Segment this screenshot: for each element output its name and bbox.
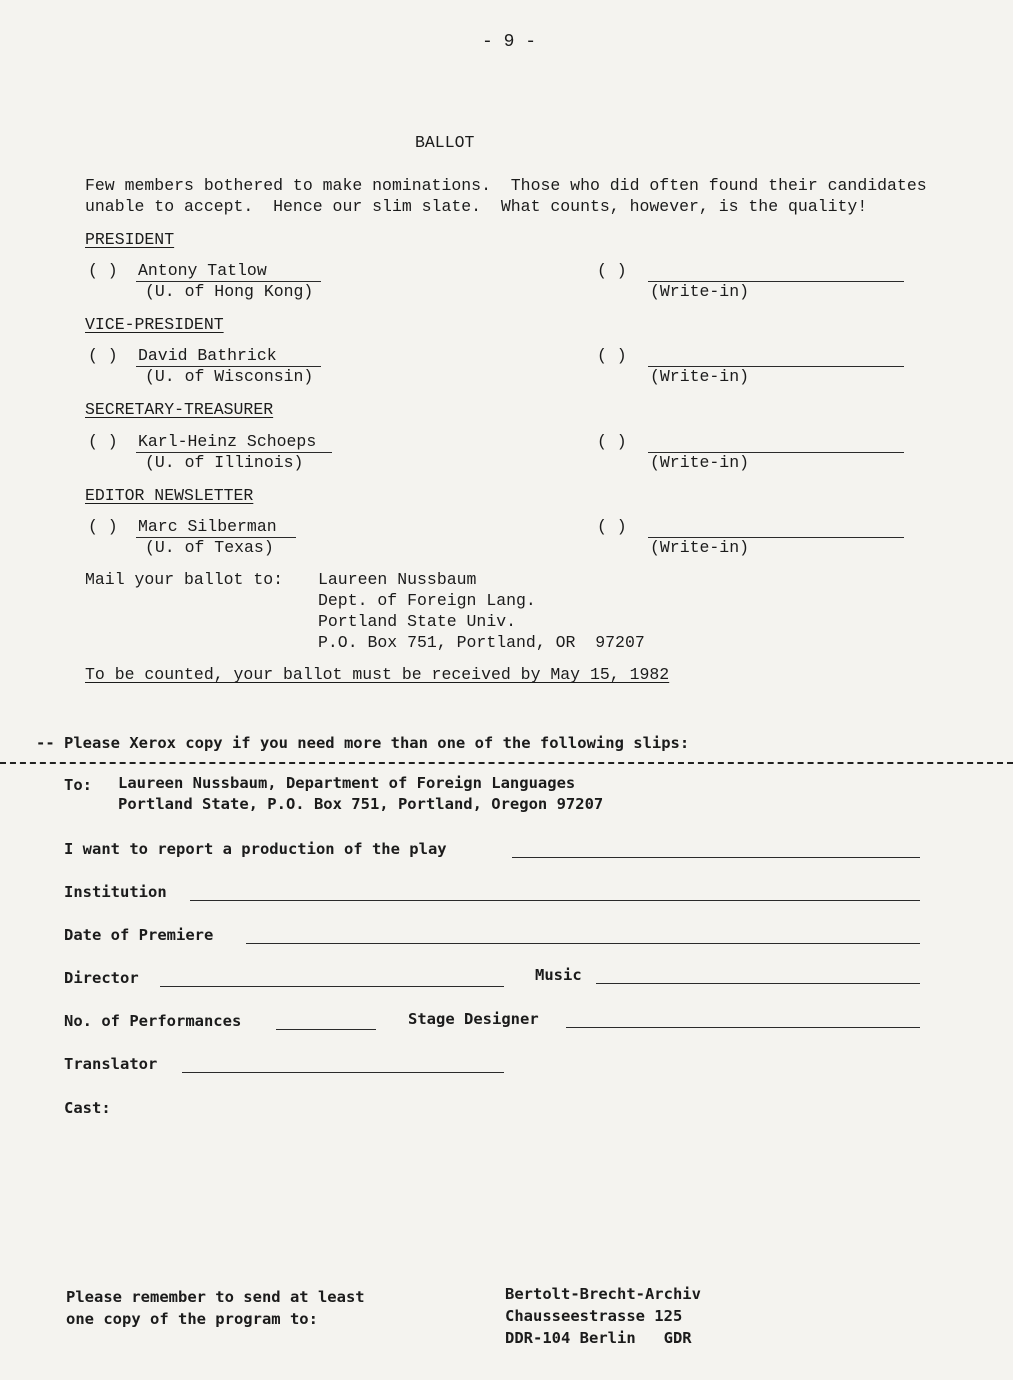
candidate-name: Marc Silberman: [138, 517, 277, 536]
music-label: Music: [535, 966, 582, 984]
stage-designer-field[interactable]: [566, 1027, 920, 1028]
stage-designer-label: Stage Designer: [408, 1010, 539, 1028]
ballot-intro-line-1: Few members bothered to make nominations. Those who did often found their candidates: [85, 176, 927, 195]
mail-ballot-label: Mail your ballot to:: [85, 570, 284, 589]
performances-label: No. of Performances: [64, 1012, 242, 1030]
director-field[interactable]: [160, 986, 504, 987]
candidate-name: David Bathrick: [138, 346, 277, 365]
ballot-intro-line-2: unable to accept. Hence our slim slate. What counts, however, is the quality!: [85, 197, 868, 216]
translator-label: Translator: [64, 1055, 158, 1073]
candidate-affiliation: (U. of Wisconsin): [145, 367, 314, 386]
candidate-checkbox[interactable]: ( ): [88, 432, 118, 451]
write-in-label: (Write-in): [650, 367, 750, 386]
write-in-label: (Write-in): [650, 538, 750, 557]
translator-field[interactable]: [182, 1072, 504, 1073]
report-play-label: I want to report a production of the play: [64, 840, 447, 858]
remember-note-line: one copy of the program to:: [66, 1310, 318, 1328]
write-in-checkbox[interactable]: ( ): [597, 346, 627, 365]
music-field[interactable]: [596, 983, 920, 984]
institution-label: Institution: [64, 883, 167, 901]
mail-address-line: Portland State Univ.: [318, 612, 517, 631]
mail-address-line: Laureen Nussbaum: [318, 570, 477, 589]
candidate-name: Antony Tatlow: [138, 261, 267, 280]
ballot-deadline: To be counted, your ballot must be received by May 15, 1982: [85, 665, 670, 684]
mail-address-line: P.O. Box 751, Portland, OR 97207: [318, 633, 645, 652]
candidate-checkbox[interactable]: ( ): [88, 517, 118, 536]
office-title: VICE-PRESIDENT: [85, 315, 224, 334]
write-in-checkbox[interactable]: ( ): [597, 517, 627, 536]
candidate-checkbox[interactable]: ( ): [88, 261, 118, 280]
candidate-affiliation: (U. of Illinois): [145, 453, 304, 472]
premiere-date-field[interactable]: [246, 943, 920, 944]
page-number: - 9 -: [482, 32, 537, 52]
candidate-affiliation: (U. of Hong Kong): [145, 282, 314, 301]
candidate-checkbox[interactable]: ( ): [88, 346, 118, 365]
candidate-affiliation: (U. of Texas): [145, 538, 274, 557]
to-label: To:: [64, 776, 92, 794]
institution-field[interactable]: [190, 900, 920, 901]
mail-address-line: Dept. of Foreign Lang.: [318, 591, 536, 610]
performances-field[interactable]: [276, 1029, 376, 1030]
premiere-date-label: Date of Premiere: [64, 926, 214, 944]
office-title: PRESIDENT: [85, 230, 175, 249]
office-title: EDITOR NEWSLETTER: [85, 486, 254, 505]
play-title-field[interactable]: [512, 857, 920, 858]
archive-address-line: DDR-104 Berlin GDR: [505, 1329, 692, 1347]
candidate-name: Karl-Heinz Schoeps: [138, 432, 317, 451]
xerox-note: -- Please Xerox copy if you need more than one of the following slips:: [36, 734, 690, 752]
office-title: SECRETARY-TREASURER: [85, 400, 274, 419]
write-in-label: (Write-in): [650, 282, 750, 301]
write-in-checkbox[interactable]: ( ): [597, 432, 627, 451]
write-in-label: (Write-in): [650, 453, 750, 472]
cut-line: [0, 762, 1013, 764]
ballot-title: BALLOT: [415, 133, 475, 152]
archive-address-line: Chausseestrasse 125: [505, 1307, 683, 1325]
archive-address-line: Bertolt-Brecht-Archiv: [505, 1285, 701, 1303]
director-label: Director: [64, 969, 139, 987]
to-address-line: Portland State, P.O. Box 751, Portland, Oregon 97207: [118, 795, 604, 813]
write-in-checkbox[interactable]: ( ): [597, 261, 627, 280]
remember-note-line: Please remember to send at least: [66, 1288, 365, 1306]
cast-label: Cast:: [64, 1099, 111, 1117]
to-address-line: Laureen Nussbaum, Department of Foreign Languages: [118, 774, 576, 792]
